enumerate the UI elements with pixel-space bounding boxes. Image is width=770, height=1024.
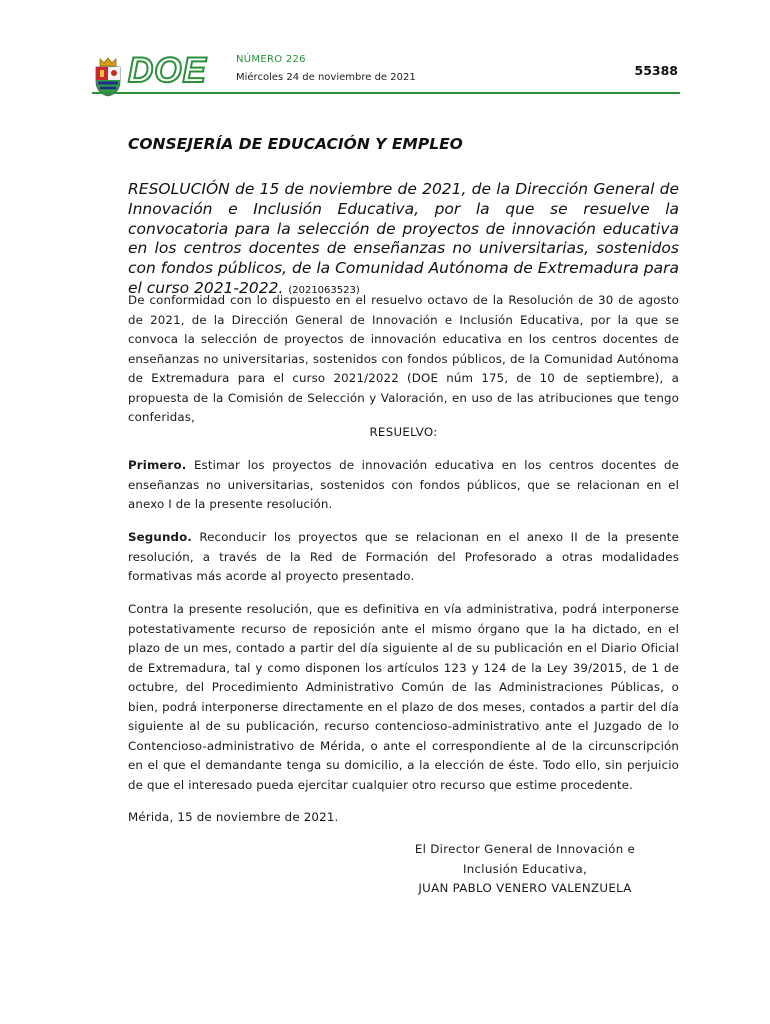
signature-role-line2: Inclusión Educativa,: [462, 861, 588, 876]
publication-date: Miércoles 24 de noviembre de 2021: [236, 72, 416, 83]
doe-logo: DOE: [128, 51, 207, 90]
signature-name: JUAN PABLO VENERO VALENZUELA: [418, 881, 632, 895]
segundo-text: Reconducir los proyectos que se relacionan en el anexo II de la presente resolución, a través de la Red de Formación del Profesorado a otras modalidades formativas más acorde al proyecto presentado.: [128, 530, 679, 583]
recurso-paragraph: Contra la presente resolución, que es definitiva en vía administrativa, podrá interponerse potestativamente recurso de reposición ante el mismo órgano que la ha dictado, en el plazo de un mes, contado a partir del día siguiente al de su publicación en el Diario Oficial de Extremadura, tal y como disponen los artículos 123 y 124 de la Ley 39/2015, de 1 de octubre, del Procedimiento Administrativo Común de las Administraciones Públicas, o bien, podrá interponerse directamente en el plazo de dos meses, contados a partir del día siguiente al de su publicación, recurso contencioso-administrativo ante el Juzgado de lo Contencioso-administrativo de Mérida, o ante el correspondiente al de la circunscripción en el que el demandante tenga su domicilio, a la elección de éste. Todo ello, sin perjuicio de que el interesado pueda ejercitar cualquier otro recurso que estime procedente.: [128, 602, 679, 792]
place-date: Mérida, 15 de noviembre de 2021.: [128, 810, 339, 824]
extremadura-coat-of-arms-icon: [92, 57, 124, 97]
primero-label: Primero.: [128, 458, 187, 472]
header-divider: [92, 92, 680, 94]
signature-role-line1: El Director General de Innovación e: [414, 842, 636, 856]
primero-text: Estimar los proyectos de innovación educativa en los centros docentes de enseñanzas no universitarias, sostenidos con fondos públicos, que se relacionan en el anexo I de la presente resolución.: [128, 458, 679, 511]
intro-paragraph: De conformidad con lo dispuesto en el resuelvo octavo de la Resolución de 30 de agosto de 2021, de la Dirección General de Innovación e Inclusión Educativa, por la que se convoca la selección de proyectos de innovación educativa en los centros docentes de enseñanzas no universitarias, sostenidos con fondos públicos, de la Comunidad Autónoma de Extremadura para el curso 2021/2022 (DOE núm 175, de 10 de septiembre), a propuesta de la Comisión de Selección y Valoración, en uso de las atribuciones que tengo conferidas,: [128, 293, 679, 424]
segundo-label: Segundo.: [128, 530, 192, 544]
primero-paragraph: [128, 456, 679, 515]
signature-block: [400, 840, 650, 899]
segundo-paragraph: [128, 528, 679, 587]
resuelvo-heading: RESUELVO:: [369, 425, 438, 439]
resolution-code: (2021063523): [288, 284, 360, 296]
page-number: 55388: [634, 63, 678, 78]
resolution-title-text: RESOLUCIÓN de 15 de noviembre de 2021, de la Dirección General de Innovación e Inclusión Educativa, por la que se resuelve la convocatoria para la selección de proyectos de innovación educativa en los centros docentes de enseñanzas no universitarias, sostenidos con fondos públicos, de la Comunidad Autónoma de Extremadura para el curso 2021-2022.: [128, 180, 679, 297]
issue-number: NÚMERO 226: [236, 54, 306, 65]
resolution-title: [128, 180, 679, 301]
doe-header: [92, 50, 680, 94]
department-heading: CONSEJERÍA DE EDUCACIÓN Y EMPLEO: [128, 135, 463, 153]
